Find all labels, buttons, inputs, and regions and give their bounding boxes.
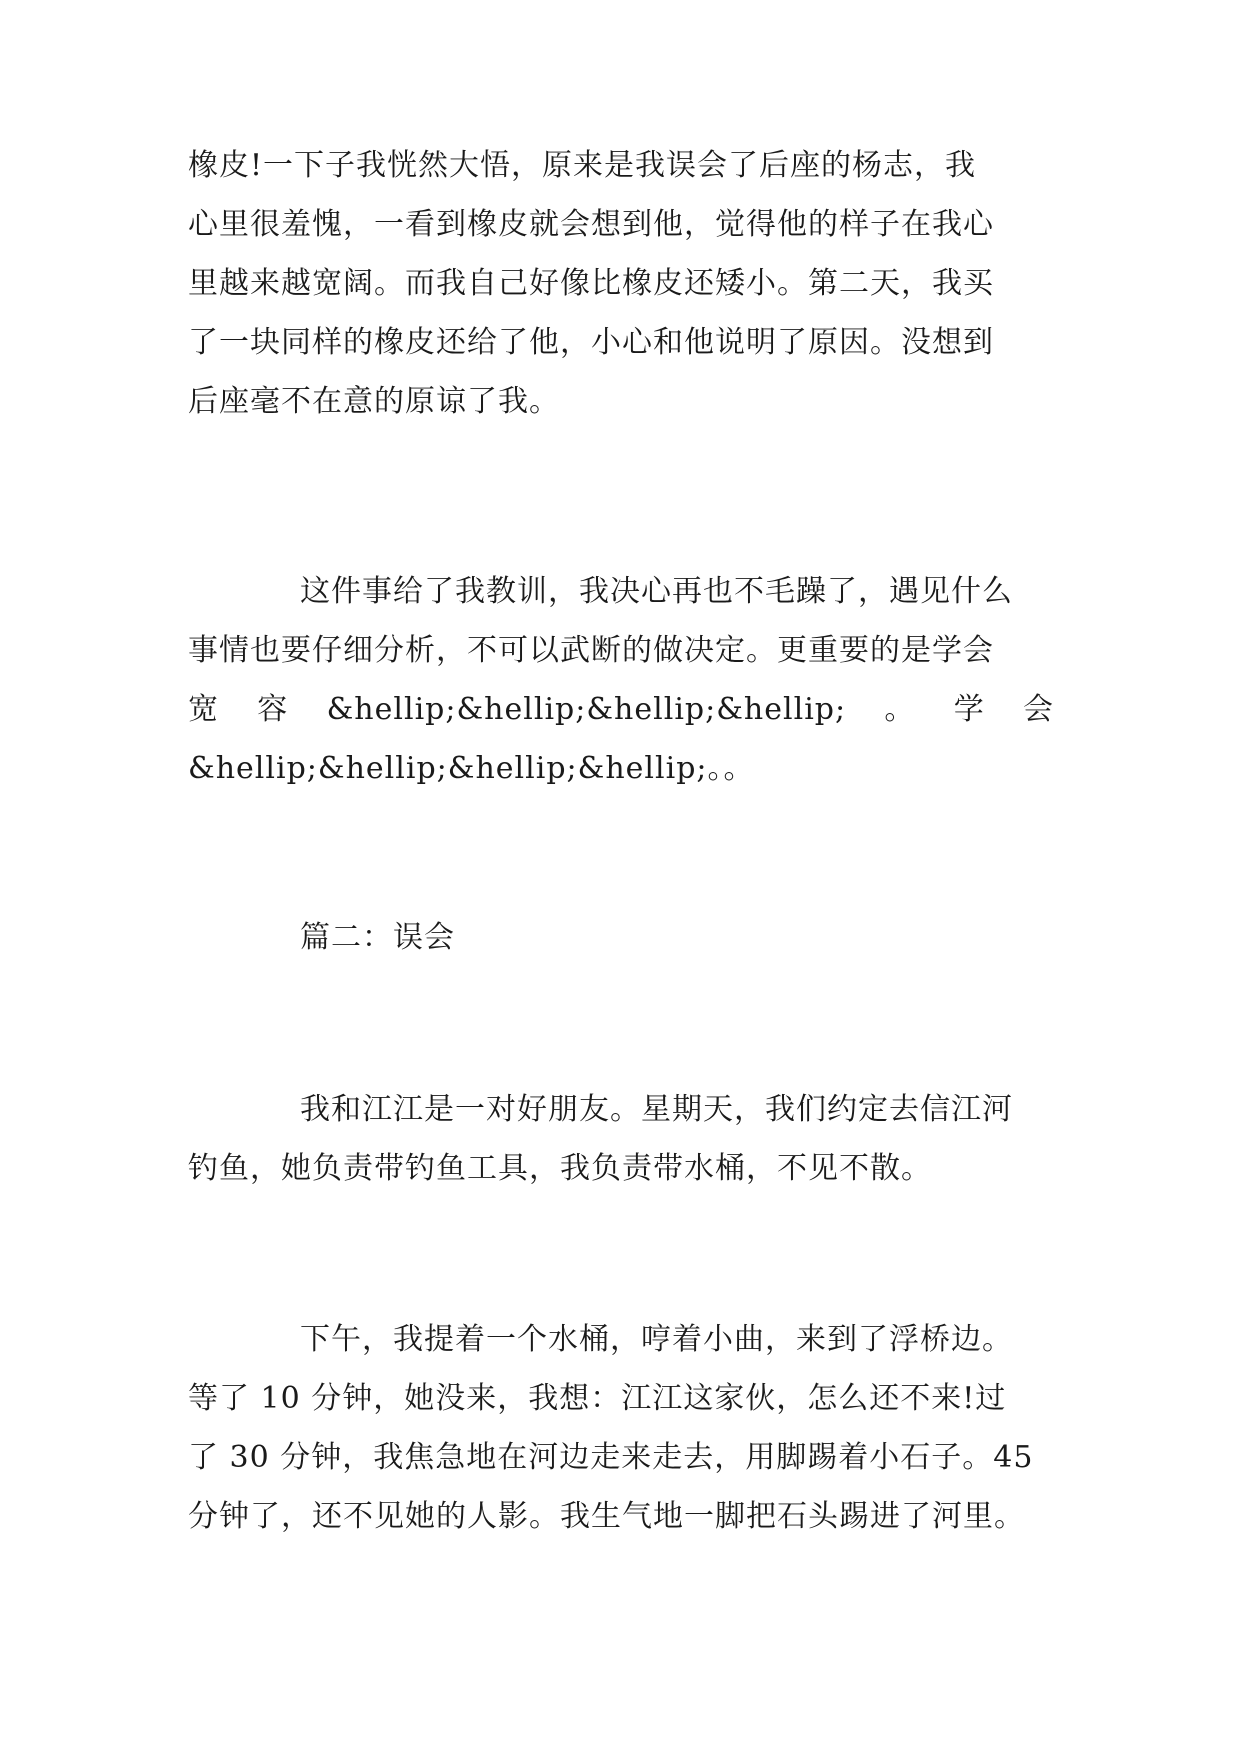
section-heading xyxy=(188,908,1054,967)
text-fragment: &hellip;&hellip;&hellip;&hellip; xyxy=(326,692,847,727)
text-line: 心里很羞愧，一看到橡皮就会想到他，觉得他的样子在我心 xyxy=(188,207,994,242)
text-line: 下午，我提着一个水桶，哼着小曲，来到了浮桥边。 xyxy=(300,1322,1013,1357)
paragraph-waiting xyxy=(188,1310,1054,1546)
text-line: 我和江江是一对好朋友。星期天，我们约定去信江河 xyxy=(300,1092,1013,1127)
text-fragment: 会 xyxy=(1022,692,1054,727)
text-fragment: 学 xyxy=(953,692,985,727)
text-line: 这件事给了我教训，我决心再也不毛躁了，遇见什么 xyxy=(300,574,1013,609)
text-line: 里越来越宽阔。而我自己好像比橡皮还矮小。第二天，我买 xyxy=(188,266,994,301)
heading-text: 篇二：误会 xyxy=(300,920,455,955)
text-line: 等了 10 分钟，她没来，我想：江江这家伙，怎么还不来!过 xyxy=(188,1381,1007,1416)
text-line: 分钟了，还不见她的人影。我生气地一脚把石头踢进了河里。 xyxy=(188,1499,1025,1534)
paragraph-lesson xyxy=(188,562,1054,798)
paragraph-eraser-realization xyxy=(188,136,1054,431)
text-line: 了一块同样的橡皮还给了他，小心和他说明了原因。没想到 xyxy=(188,325,994,360)
text-line: 事情也要仔细分析，不可以武断的做决定。更重要的是学会 xyxy=(188,633,994,668)
justified-text-line xyxy=(188,680,1054,739)
text-line: 橡皮!一下子我恍然大悟，原来是我误会了后座的杨志，我 xyxy=(188,148,977,183)
text-fragment: 宽 xyxy=(188,692,219,727)
paragraph-fishing-plan xyxy=(188,1080,1054,1198)
text-line: &hellip;&hellip;&hellip;&hellip;。。 xyxy=(188,751,755,786)
text-fragment: 。 xyxy=(884,692,916,727)
text-line: 了 30 分钟，我焦急地在河边走来走去，用脚踢着小石子。45 xyxy=(188,1440,1034,1475)
text-line: 钓鱼，她负责带钓鱼工具，我负责带水桶，不见不散。 xyxy=(188,1151,932,1186)
text-line: 后座毫不在意的原谅了我。 xyxy=(188,384,560,419)
text-fragment: 容 xyxy=(257,692,289,727)
